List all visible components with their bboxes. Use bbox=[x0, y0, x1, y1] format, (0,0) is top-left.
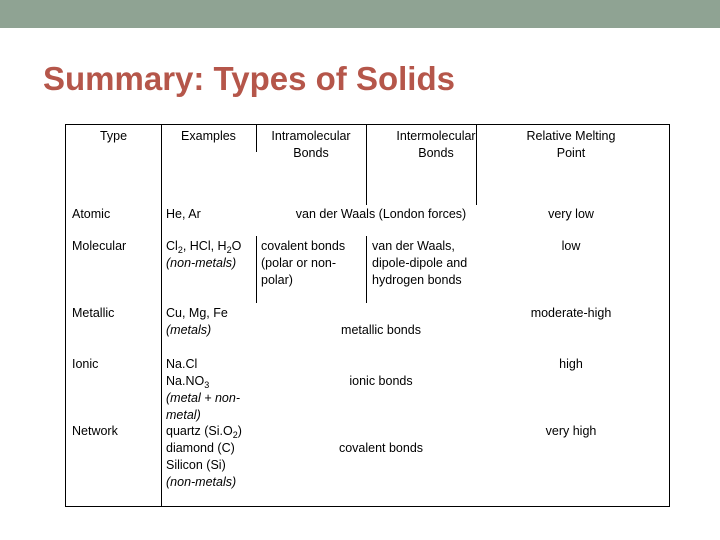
row-molecular-intramolecular: covalent bonds (polar or non- polar) bbox=[261, 239, 346, 287]
header-type: Type bbox=[99, 129, 128, 143]
row-ionic-examples: Na.Cl $Na.NO_3$ (metal + non- metal) bbox=[166, 357, 240, 422]
top-accent-bar bbox=[0, 0, 720, 28]
row-molecular-type: Molecular bbox=[72, 239, 127, 253]
column-divider bbox=[161, 125, 162, 506]
row-atomic-bonds: van der Waals (London forces) bbox=[295, 207, 467, 221]
row-ionic-type: Ionic bbox=[72, 357, 99, 371]
row-metallic-melting-point: moderate-high bbox=[530, 306, 612, 320]
row-ionic-bonds: ionic bonds bbox=[349, 374, 413, 388]
row-network-bonds: covalent bonds bbox=[338, 441, 424, 455]
row-network-melting-point: very high bbox=[545, 424, 597, 438]
column-divider bbox=[256, 236, 257, 303]
row-metallic-examples: Cu, Mg, Fe (metals) bbox=[166, 306, 228, 337]
column-divider bbox=[366, 236, 367, 303]
row-metallic-type: Metallic bbox=[72, 306, 115, 320]
header-intermolecular-bonds: Intermolecular Bonds bbox=[396, 129, 476, 160]
row-molecular-melting-point: low bbox=[561, 239, 581, 253]
row-atomic-melting-point: very low bbox=[548, 207, 594, 221]
header-examples: Examples bbox=[181, 129, 236, 143]
row-network-type: Network bbox=[72, 424, 118, 438]
slide-title: Summary: Types of Solids bbox=[43, 60, 455, 97]
row-ionic-melting-point: high bbox=[559, 357, 583, 371]
row-molecular-examples: $Cl_2$, HCl, $H_2O$ (non-metals) bbox=[166, 239, 242, 270]
row-atomic-type: Atomic bbox=[72, 207, 111, 221]
row-atomic-examples: He, Ar bbox=[166, 207, 201, 221]
header-intramolecular-bonds: Intramolecular Bonds bbox=[271, 129, 351, 160]
row-molecular-intermolecular: van der Waals, dipole-dipole and hydrogen bonds bbox=[372, 239, 468, 287]
row-metallic-bonds: metallic bonds bbox=[341, 323, 421, 337]
types-of-solids-table bbox=[65, 124, 670, 507]
header-relative-melting-point: Relative Melting Point bbox=[526, 129, 616, 160]
row-network-examples: quartz $(Si.O_2)$ diamond (C) Silicon (Si) (non-metals) bbox=[166, 424, 242, 489]
